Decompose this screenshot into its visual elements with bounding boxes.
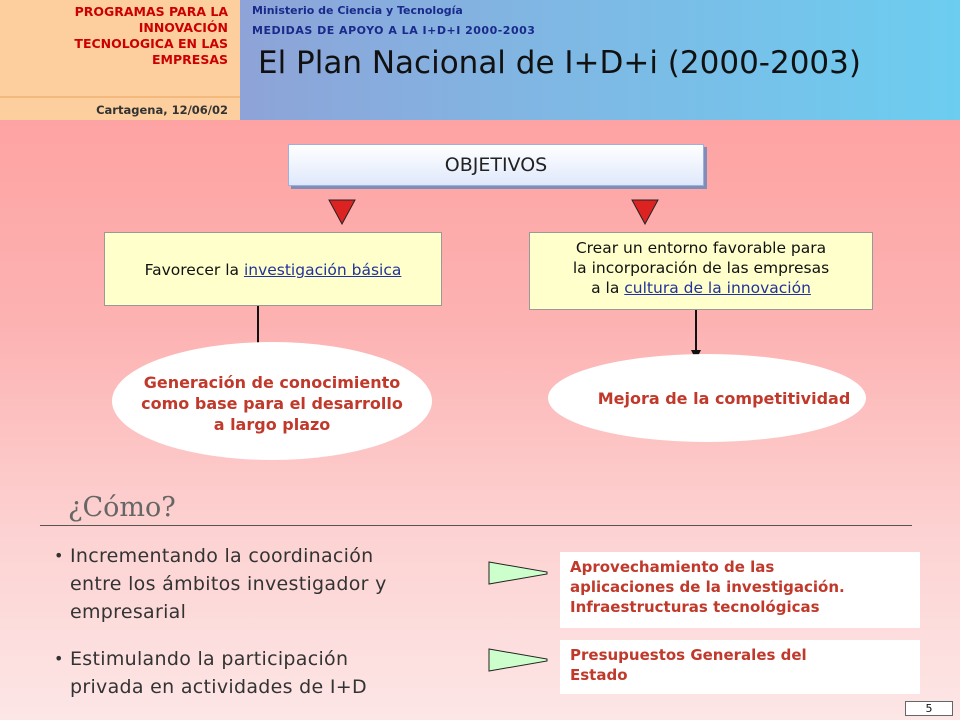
- arrow-right-icon: [488, 561, 548, 585]
- list-item-text: Estimulando la participación: [70, 648, 349, 670]
- down-triangle-icon: [631, 199, 659, 225]
- down-triangle-icon: [328, 199, 356, 225]
- bullet-icon: •: [54, 546, 64, 565]
- innovation-culture-link[interactable]: cultura de la innovación: [624, 279, 811, 297]
- bullet-icon: •: [54, 649, 64, 668]
- program-line: TECNOLOGICA EN LAS: [74, 36, 228, 51]
- program-line: INNOVACIÓN: [138, 20, 228, 35]
- objectives-button[interactable]: OBJETIVOS: [288, 144, 704, 186]
- page-number: 5: [905, 701, 953, 716]
- list-item-text: privada en actividades de I+D: [70, 676, 367, 698]
- outcome-box: [560, 640, 920, 694]
- list-item-text: empresarial: [70, 601, 187, 623]
- list-item-text: entre los ámbitos investigador y: [70, 573, 387, 595]
- divider: [40, 525, 912, 526]
- arrow-right-icon: [488, 648, 548, 672]
- result-line: a largo plazo: [213, 414, 331, 434]
- objective-text: Crear un entorno favorable para: [575, 239, 827, 257]
- objective-text: a la: [591, 279, 625, 297]
- list-item-text: Incrementando la coordinación: [70, 545, 374, 567]
- objective-basic-research: [104, 232, 442, 306]
- objective-innovation-culture: [529, 232, 873, 310]
- result-line: como base para el desarrollo: [141, 393, 403, 413]
- result-line: Generación de conocimiento: [143, 372, 401, 392]
- location-date: Cartagena, 12/06/02: [0, 96, 240, 120]
- objective-text: la incorporación de las empresas: [572, 259, 830, 277]
- objective-text: Favorecer la: [144, 261, 244, 279]
- outcome-line: Presupuestos Generales del: [570, 646, 807, 664]
- outcome-box: [560, 552, 920, 628]
- title-bar: [240, 0, 960, 120]
- page-title: El Plan Nacional de I+D+i (2000-2003): [258, 45, 861, 81]
- program-line: EMPRESAS: [152, 52, 228, 67]
- ministry-label: Ministerio de Ciencia y Tecnología: [252, 4, 463, 17]
- result-knowledge-generation: [112, 342, 432, 460]
- program-line: PROGRAMAS PARA LA: [74, 4, 228, 19]
- connector-line: [695, 310, 697, 352]
- outcome-line: Infraestructuras tecnológicas: [570, 598, 820, 616]
- program-title-block: [0, 0, 240, 96]
- outcome-line: Estado: [570, 666, 628, 684]
- como-heading: ¿Cómo?: [68, 492, 176, 523]
- basic-research-link[interactable]: investigación básica: [243, 261, 402, 279]
- subtitle-label: MEDIDAS DE APOYO A LA I+D+I 2000-2003: [252, 24, 536, 37]
- result-competitiveness: Mejora de la competitividad: [548, 354, 866, 442]
- outcome-line: Aprovechamiento de las: [570, 558, 775, 576]
- outcome-line: aplicaciones de la investigación.: [570, 578, 845, 596]
- objective-text-line: [530, 278, 872, 298]
